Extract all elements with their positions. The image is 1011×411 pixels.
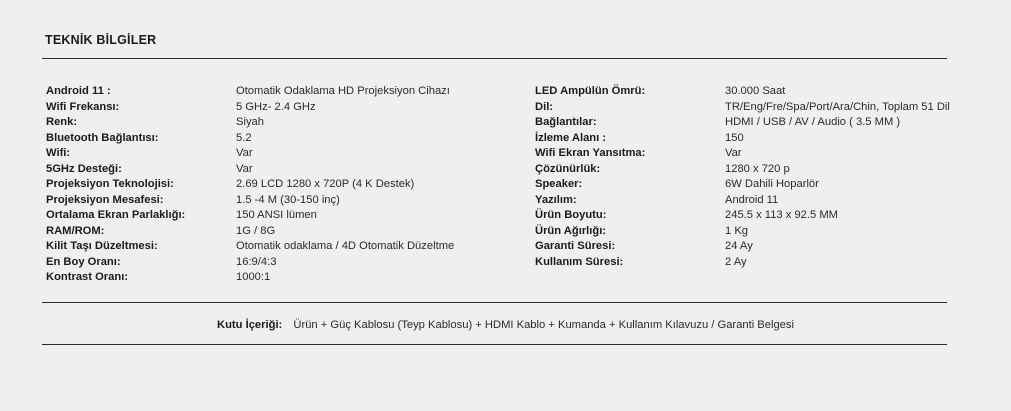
- spec-value: HDMI / USB / AV / Audio ( 3.5 MM ): [725, 116, 901, 128]
- spec-label: Ürün Ağırlığı:: [535, 224, 607, 237]
- spec-label: Renk:: [46, 116, 78, 128]
- spec-value: 150: [725, 131, 744, 144]
- spec-label: 5GHz Desteği:: [46, 162, 122, 175]
- spec-value: Android 11: [725, 193, 779, 206]
- spec-label: Kontrast Oranı:: [46, 271, 129, 283]
- spec-value: 245.5 x 113 x 92.5 MM: [725, 209, 838, 221]
- spec-label: Ürün Boyutu:: [535, 209, 607, 221]
- spec-label: Projeksiyon Teknolojisi:: [46, 178, 174, 190]
- spec-value: 150 ANSI lümen: [236, 209, 317, 221]
- spec-label: Kilit Taşı Düzeltmesi:: [46, 240, 158, 252]
- spec-value: 1280 x 720 p: [725, 162, 790, 175]
- spec-label: RAM/ROM:: [46, 224, 105, 237]
- spec-value: 2 Ay: [725, 255, 747, 268]
- spec-value: 1.5 -4 M (30-150 inç): [236, 193, 340, 206]
- spec-label: Android 11 :: [46, 85, 111, 97]
- spec-label: Projeksiyon Mesafesi:: [46, 193, 164, 206]
- spec-value: 6W Dahili Hoparlör: [725, 178, 819, 190]
- spec-label: İzleme Alanı :: [535, 131, 607, 144]
- spec-label: Çözünürlük:: [535, 162, 601, 175]
- box-contents: [0, 318, 1011, 332]
- spec-value: 1000:1: [236, 271, 271, 283]
- spec-label: Garanti Süresi:: [535, 240, 616, 252]
- title-divider: [42, 58, 947, 59]
- spec-label: En Boy Oranı:: [46, 255, 121, 268]
- spec-label: Bağlantılar:: [535, 116, 597, 128]
- spec-value: 16:9/4:3: [236, 255, 277, 268]
- spec-label: Kullanım Süresi:: [535, 255, 624, 268]
- spec-value: Var: [236, 147, 253, 159]
- spec-label: Wifi Ekran Yansıtma:: [535, 147, 646, 159]
- spec-value: Var: [236, 162, 253, 175]
- box-contents-bottom-divider: [42, 344, 947, 345]
- spec-value: 1 Kg: [725, 224, 749, 237]
- spec-value: TR/Eng/Fre/Spa/Port/Ara/Chin, Toplam 51 Dil: [725, 100, 950, 113]
- spec-value: 5 GHz- 2.4 GHz: [236, 100, 316, 113]
- box-contents-value: Ürün + Güç Kablosu (Teyp Kablosu) + HDMI Kablo + Kumanda + Kullanım Kılavuzu / Garanti Belgesi: [293, 319, 794, 331]
- spec-value: Otomatik Odaklama HD Projeksiyon Cihazı: [236, 85, 450, 97]
- spec-label: Wifi Frekansı:: [46, 100, 120, 113]
- spec-label: Dil:: [535, 100, 554, 113]
- spec-value: Otomatik odaklama / 4D Otomatik Düzeltme: [236, 240, 455, 252]
- spec-value: 24 Ay: [725, 240, 753, 252]
- spec-value: 2.69 LCD 1280 x 720P (4 K Destek): [236, 178, 415, 190]
- spec-label: Bluetooth Bağlantısı:: [46, 131, 159, 144]
- spec-value: 1G / 8G: [236, 224, 276, 237]
- box-contents-label: Kutu İçeriği:: [217, 319, 283, 331]
- spec-value: 30.000 Saat: [725, 85, 786, 97]
- spec-label: Wifi:: [46, 147, 71, 159]
- spec-label: Yazılım:: [535, 193, 577, 206]
- spec-label: LED Ampülün Ömrü:: [535, 85, 646, 97]
- spec-value: Var: [725, 147, 742, 159]
- page-title: TEKNİK BİLGİLER: [45, 33, 157, 47]
- box-contents-top-divider: [42, 302, 947, 303]
- spec-label: Ortalama Ekran Parlaklığı:: [46, 209, 186, 221]
- spec-value: 5.2: [236, 131, 252, 144]
- spec-label: Speaker:: [535, 178, 583, 190]
- spec-value: Siyah: [236, 116, 264, 128]
